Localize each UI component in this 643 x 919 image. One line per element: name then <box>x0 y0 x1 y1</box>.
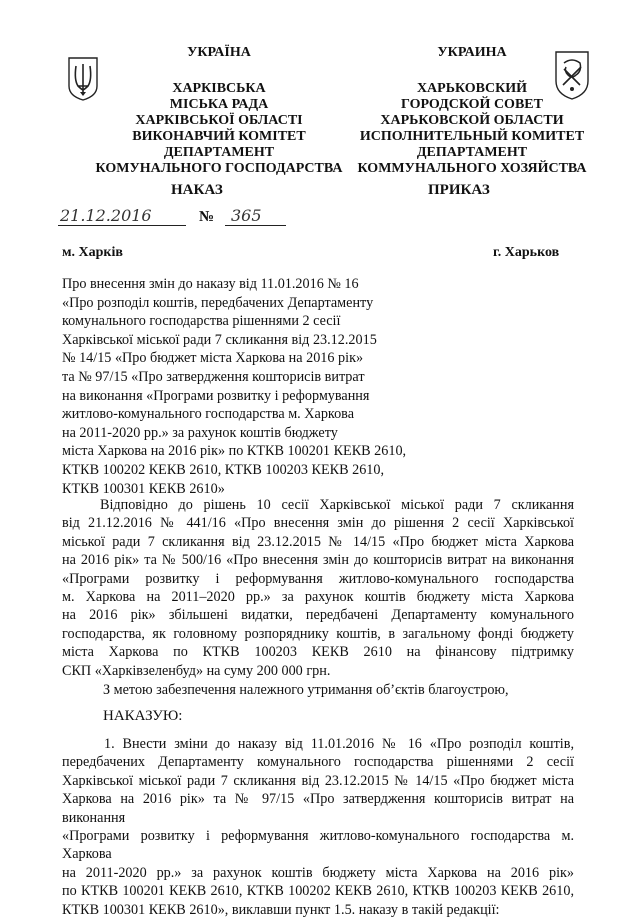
header-line: ВИКОНАВЧИЙ КОМІТЕТ <box>132 129 306 144</box>
header-line: КОМУНАЛЬНОГО ГОСПОДАРСТВА <box>95 161 343 176</box>
header-line: ХАРЬКОВСКОЙ ОБЛАСТИ <box>380 113 564 128</box>
subject-line: на 2011-2020 рр.» за рахунок коштів бюджету <box>62 424 338 441</box>
paragraph-line: СКП «Харківзеленбуд» на суму 200 000 грн. <box>62 662 331 679</box>
handwritten-date: 21.12.2016 <box>58 206 186 226</box>
subject-line: КТКВ 100301 КЕКВ 2610» <box>62 480 225 497</box>
header-ukrainian <box>88 45 350 177</box>
paragraph-line: м. Харкова на 2011–2020 рр.» за рахунок коштів бюджету міста Харкова <box>62 589 574 606</box>
subject-line: КТКВ 100202 КЕКВ 2610, КТКВ 100203 КЕКВ 2610, <box>62 461 385 478</box>
subject-line: на виконання «Програми розвитку і реформування <box>62 387 370 404</box>
subject-line: комунального господарства рішеннями 2 сесії <box>62 313 341 330</box>
paragraph-line: на 2011-2020 рр.» за рахунок коштів бюджету міста Харкова на 2016 рік» <box>62 864 574 881</box>
header-line: КОММУНАЛЬНОГО ХОЗЯЙСТВА <box>357 161 587 176</box>
subject-line: житлово-комунального господарства м. Харкова <box>62 406 354 423</box>
paragraph-line: Відповідно до рішень 10 сесії Харківської міської ради 7 скликання <box>100 497 574 513</box>
header-line: ХАРЬКОВСКИЙ <box>416 81 528 96</box>
paragraph-line: КТКВ 100301 КЕКВ 2610», виклавши пункт 1.5. наказу в такій редакції: <box>62 901 500 918</box>
city-ukrainian: м. Харків <box>62 245 123 260</box>
country-name: УКРАЇНА <box>187 45 251 60</box>
paragraph-line: 1. Внести зміни до наказу від 11.01.2016 № 16 «Про розподіл коштів, <box>104 736 574 752</box>
paragraph-line: міської ради 7 скликання від 23.12.2015 № 14/15 «Про бюджет міста Харкова <box>62 533 574 550</box>
subject-line: № 14/15 «Про бюджет міста Харкова на 2016 рік» <box>62 350 364 367</box>
paragraph-line: по КТКВ 100201 КЕКВ 2610, КТКВ 100202 КЕКВ 2610, КТКВ 100203 КЕКВ 2610, <box>62 883 574 900</box>
paragraph-line: Харкова на 2016 рік» та № 97/15 «Про затвердження кошторисів витрат на виконання <box>62 791 574 826</box>
header-line: ИСПОЛНИТЕЛЬНЫЙ КОМИТЕТ <box>359 129 585 144</box>
kharkiv-coat-of-arms-icon <box>552 49 592 101</box>
handwritten-number: 365 <box>225 206 286 226</box>
paragraph-line: на 2016 рік» збільшені видатки, передбачені Департаменту комунального <box>62 607 574 624</box>
subject-line: Харківської міської ради 7 скликання від 23.12.2015 <box>62 331 377 348</box>
subject-line: Про внесення змін до наказу від 11.01.2016 № 16 <box>62 276 359 292</box>
subject-line: та № 97/15 «Про затвердження кошторисів витрат <box>62 368 365 385</box>
paragraph-line: господарства, як головному розпоряднику коштів, в загальному фонді бюджету <box>62 625 574 642</box>
header-line: МІСЬКА РАДА <box>169 97 269 112</box>
order-subject <box>62 275 492 498</box>
order-title-ukrainian: НАКАЗ <box>171 182 223 198</box>
paragraph-purpose: З метою забезпечення належного утримання об’єктів благоустрою, <box>103 682 509 698</box>
paragraph-basis <box>62 496 574 680</box>
country-name: УКРАИНА <box>437 45 507 60</box>
paragraph-order-word: НАКАЗУЮ: <box>103 708 183 724</box>
paragraph-line: «Програми розвитку і реформування житлово-комунального господарства м. Харкова <box>62 828 574 863</box>
number-sign: № <box>199 209 215 225</box>
paragraph-line: міста Харкова по КТКВ 100203 КЕКВ 2610 на фінансову підтримку <box>62 644 574 661</box>
paragraph-line: Харківської міської ради 7 скликання від 23.12.2015 № 14/15 «Про бюджет міста <box>62 772 574 789</box>
header-line: ДЕПАРТАМЕНТ <box>163 145 275 160</box>
header-line: ДЕПАРТАМЕНТ <box>416 145 528 160</box>
header-line: ХАРКІВСЬКОЇ ОБЛАСТІ <box>135 113 303 128</box>
paragraph-item-1 <box>62 735 574 919</box>
order-title-russian: ПРИКАЗ <box>428 182 490 198</box>
city-russian: г. Харьков <box>493 245 560 260</box>
header-line: ХАРКІВСЬКА <box>172 81 266 96</box>
paragraph-line: передбачених Департаменту комунального господарства рішеннями 2 сесії <box>62 754 574 771</box>
paragraph-line: від 21.12.2016 № 441/16 «Про внесення змін до рішення 2 сесії Харківської <box>62 515 574 532</box>
subject-line: міста Харкова на 2016 рік» по КТКВ 100201 КЕКВ 2610, <box>62 443 407 460</box>
subject-line: «Про розподіл коштів, передбачених Департаменту <box>62 294 374 311</box>
paragraph-line: на 2016 рік» та № 500/16 «Про внесення змін до кошторисів витрат на виконання <box>62 552 574 569</box>
paragraph-line: «Програми розвитку і реформування житлово-комунального господарства <box>62 570 574 587</box>
header-line: ГОРОДСКОЙ СОВЕТ <box>401 97 543 112</box>
